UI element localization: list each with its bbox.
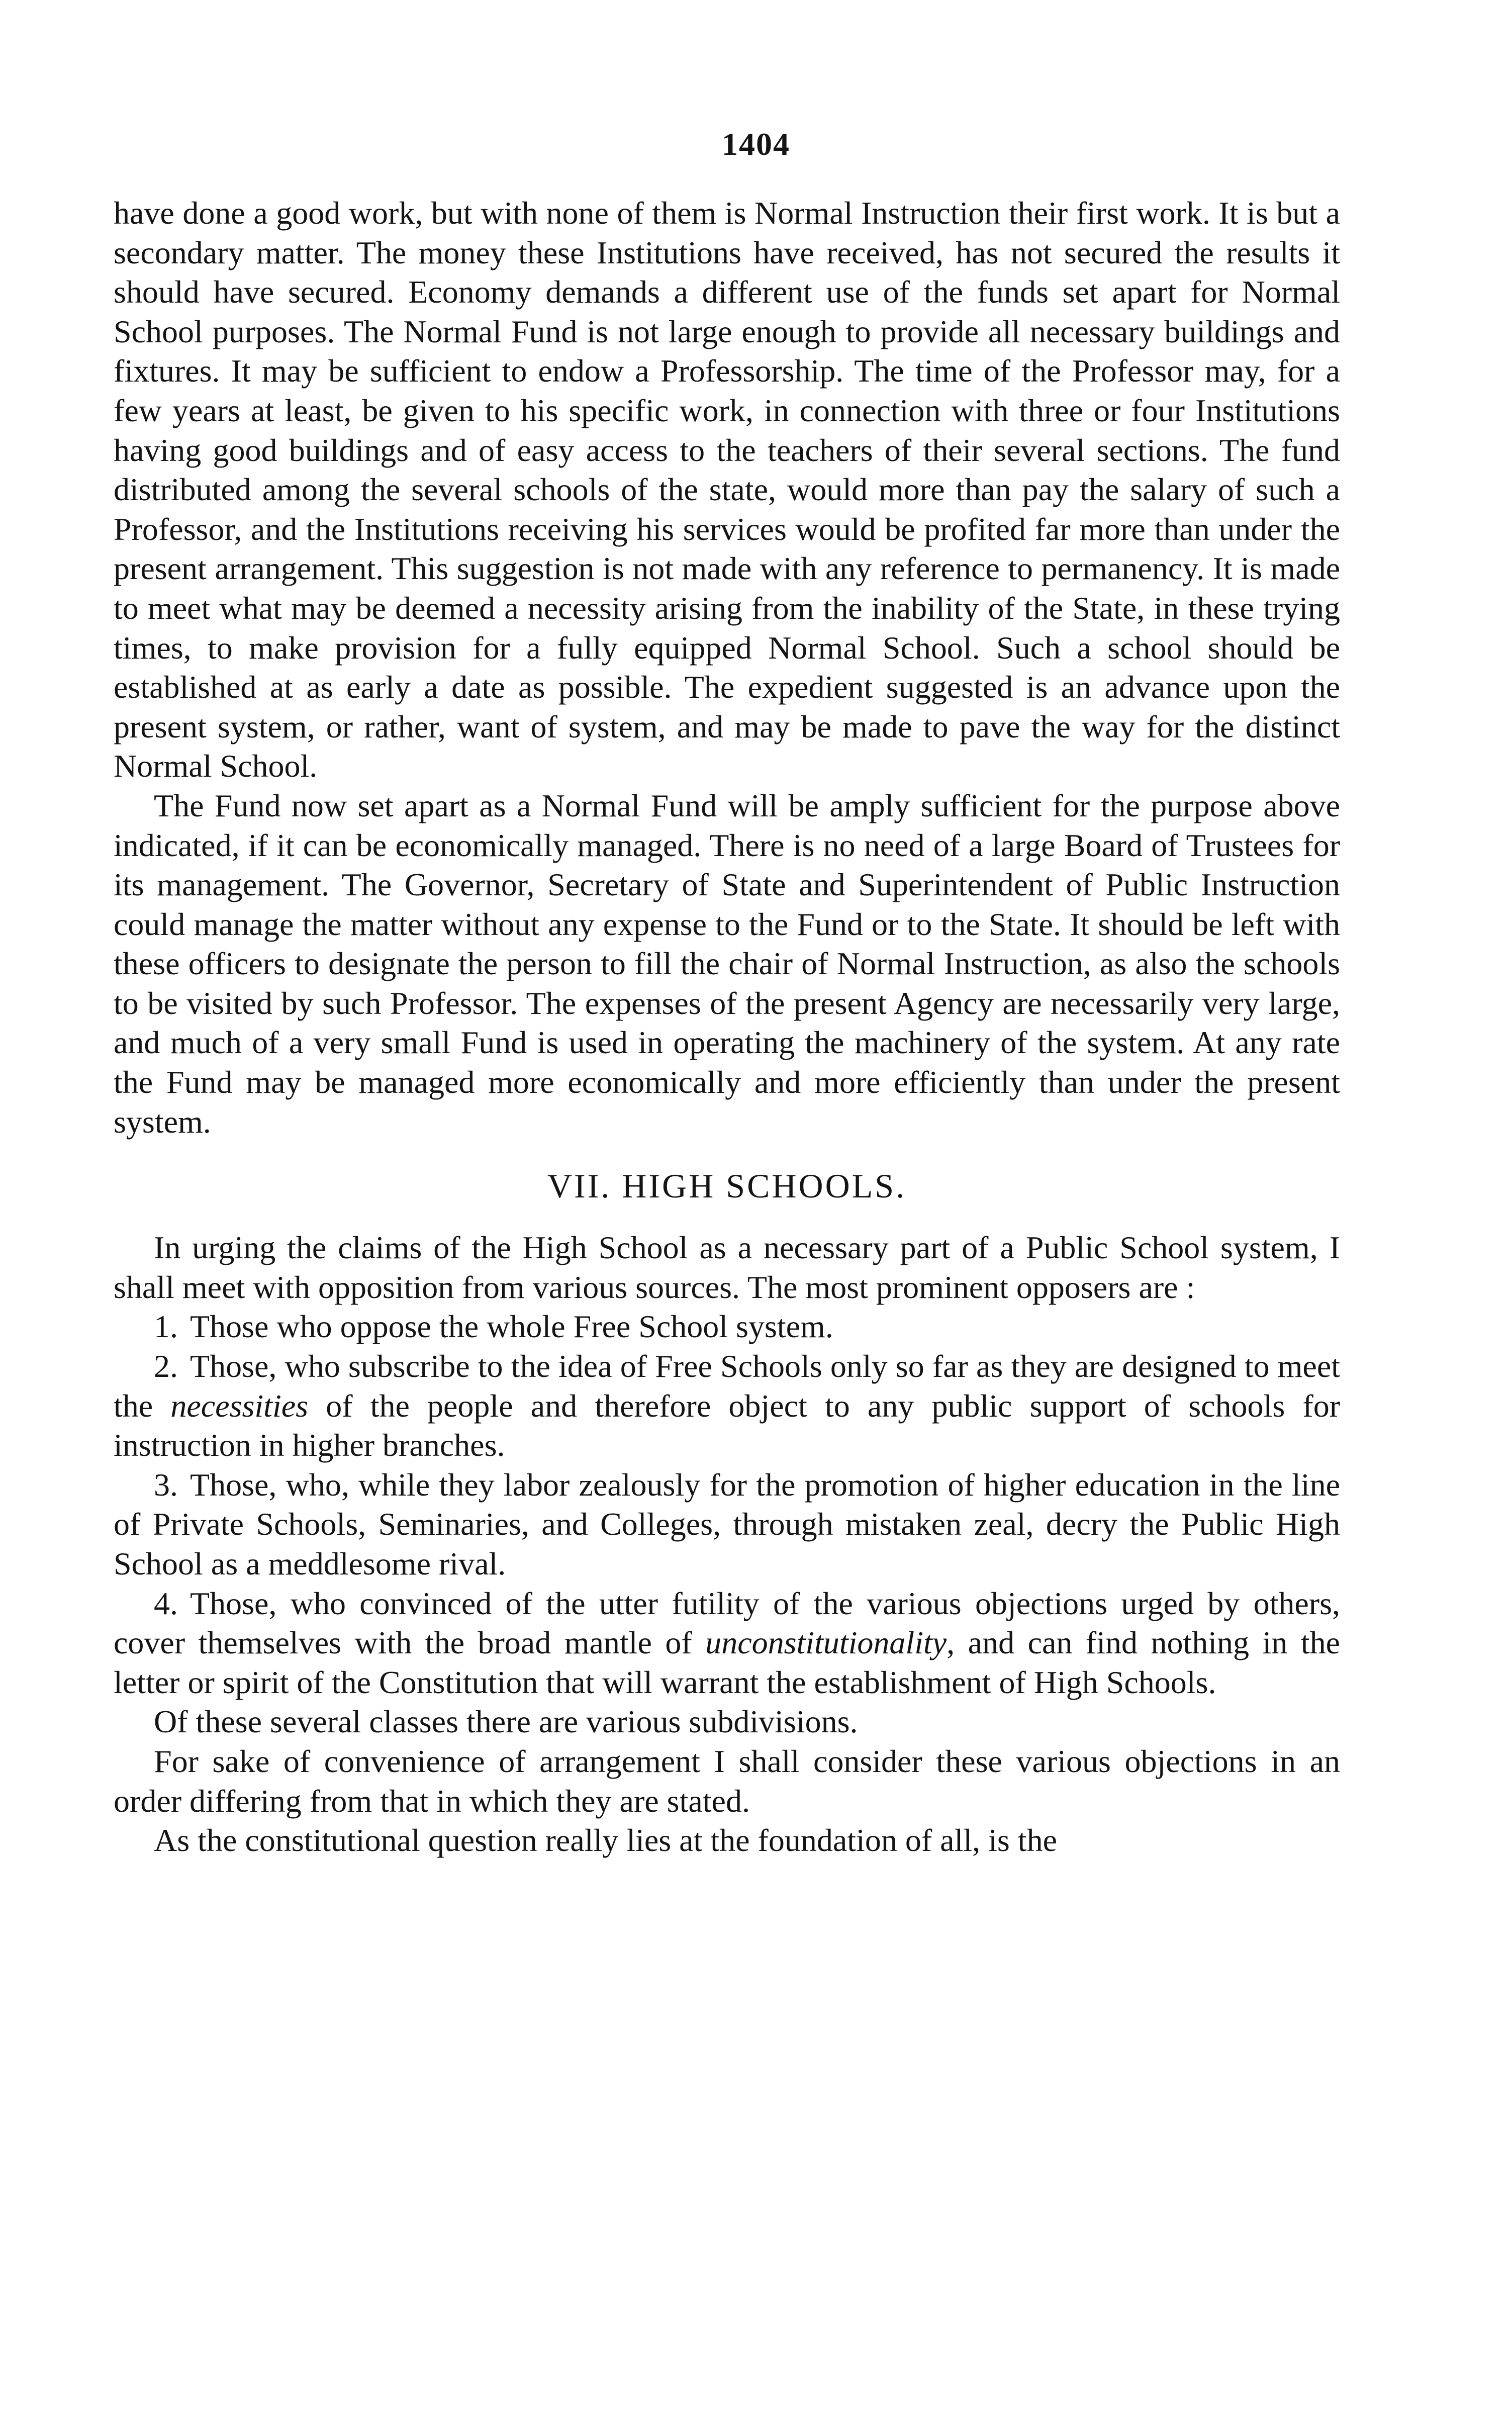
paragraph-high-school-intro: In urging the claims of the High School as a necessary part of a Public School system, I shall meet with opposition from various sources. The most prominent opposers are :: [114, 1230, 1340, 1305]
list-item: [114, 1465, 1340, 1584]
list-item-number: 2.: [154, 1348, 178, 1384]
page-number: 1404: [722, 126, 790, 162]
list-item-text: Those, who convinced of the utter futility of the various objections urged by others, cover themselves with the broad mantle of: [114, 1585, 1340, 1661]
section-heading: VII. HIGH SCHOOLS.: [547, 1167, 907, 1205]
body-text: [114, 194, 1340, 1861]
list-item-number: 4.: [154, 1585, 178, 1621]
list-item-text: Those who oppose the whole Free School system.: [190, 1309, 833, 1345]
paragraph-constitutional-question: As the constitutional question really lies at the foundation of all, is the: [154, 1822, 1057, 1859]
list-item: [114, 1307, 1340, 1347]
paragraph-normal-instruction-continued: have done a good work, but with none of them is Normal Instruction their first work. It is but a secondary matter. The money these Institutions have received, has not secured the results it should have secured. Economy demands a different use of the funds set apart for Normal School purposes. The Normal Fund is not large enough to provide all necessary buildings and fixtures. It may be sufficient to endow a Professorship. The time of the Professor may, for a few years at least, be given to his specific work, in connection with three or four Institutions having good buildings and of easy access to the teachers of their several sections. The fund distributed among the several schools of the state, would more than pay the salary of such a Professor, and the Institutions receiving his services would be profited far more than under the present arrangement. This suggestion is not made with any reference to permanency. It is made to meet what may be deemed a necessity arising from the inability of the State, in these trying times, to make provision for a fully equipped Normal School. Such a school should be established at as early a date as possible. The expedient suggested is an advance upon the present system, or rather, want of system, and may be made to pave the way for the distinct Normal School.: [114, 195, 1340, 784]
list-item-text-continued: of the people and therefore object to any public support of schools for instruction in higher branches.: [114, 1387, 1341, 1463]
list-item: [114, 1584, 1340, 1703]
list-item-number: 1.: [154, 1309, 178, 1345]
list-item-number: 3.: [154, 1466, 178, 1503]
paragraph-arrangement: For sake of convenience of arrangement I shall consider these various objections in an order differing from that in which they are stated.: [114, 1743, 1340, 1819]
paragraph-normal-fund: The Fund now set apart as a Normal Fund will be amply sufficient for the purpose above indicated, if it can be economically managed. There is no need of a large Board of Trustees for its management. The Governor, Secretary of State and Superintendent of Public Instruction could manage the matter without any expense to the Fund or to the State. It should be left with these officers to designate the person to fill the chair of Normal Instruction, as also the schools to be visited by such Professor. The expenses of the present Agency are necessarily very large, and much of a very small Fund is used in operating the machinery of the system. At any rate the Fund may be managed more economically and more efficiently than under the present system.: [114, 787, 1340, 1140]
list-item: [114, 1347, 1340, 1465]
emphasis-necessities: necessities: [170, 1387, 309, 1424]
list-item-text: Those, who, while they labor zealously for the promotion of higher education in the line of Private Schools, Seminaries, and Colleges, through mistaken zeal, decry the Public High School as a meddlesome rival.: [114, 1466, 1340, 1582]
list-item-text-continued: , and can find nothing in the letter or spirit of the Constitution that will warrant the establishment of High Schools.: [114, 1625, 1341, 1700]
paragraph-subdivisions: Of these several classes there are various subdivisions.: [154, 1704, 858, 1740]
emphasis-unconstitutionality: unconstitutionality: [705, 1625, 947, 1661]
list-item-text: Those, who subscribe to the idea of Free Schools only so far as they are designed to meet the: [114, 1348, 1340, 1424]
